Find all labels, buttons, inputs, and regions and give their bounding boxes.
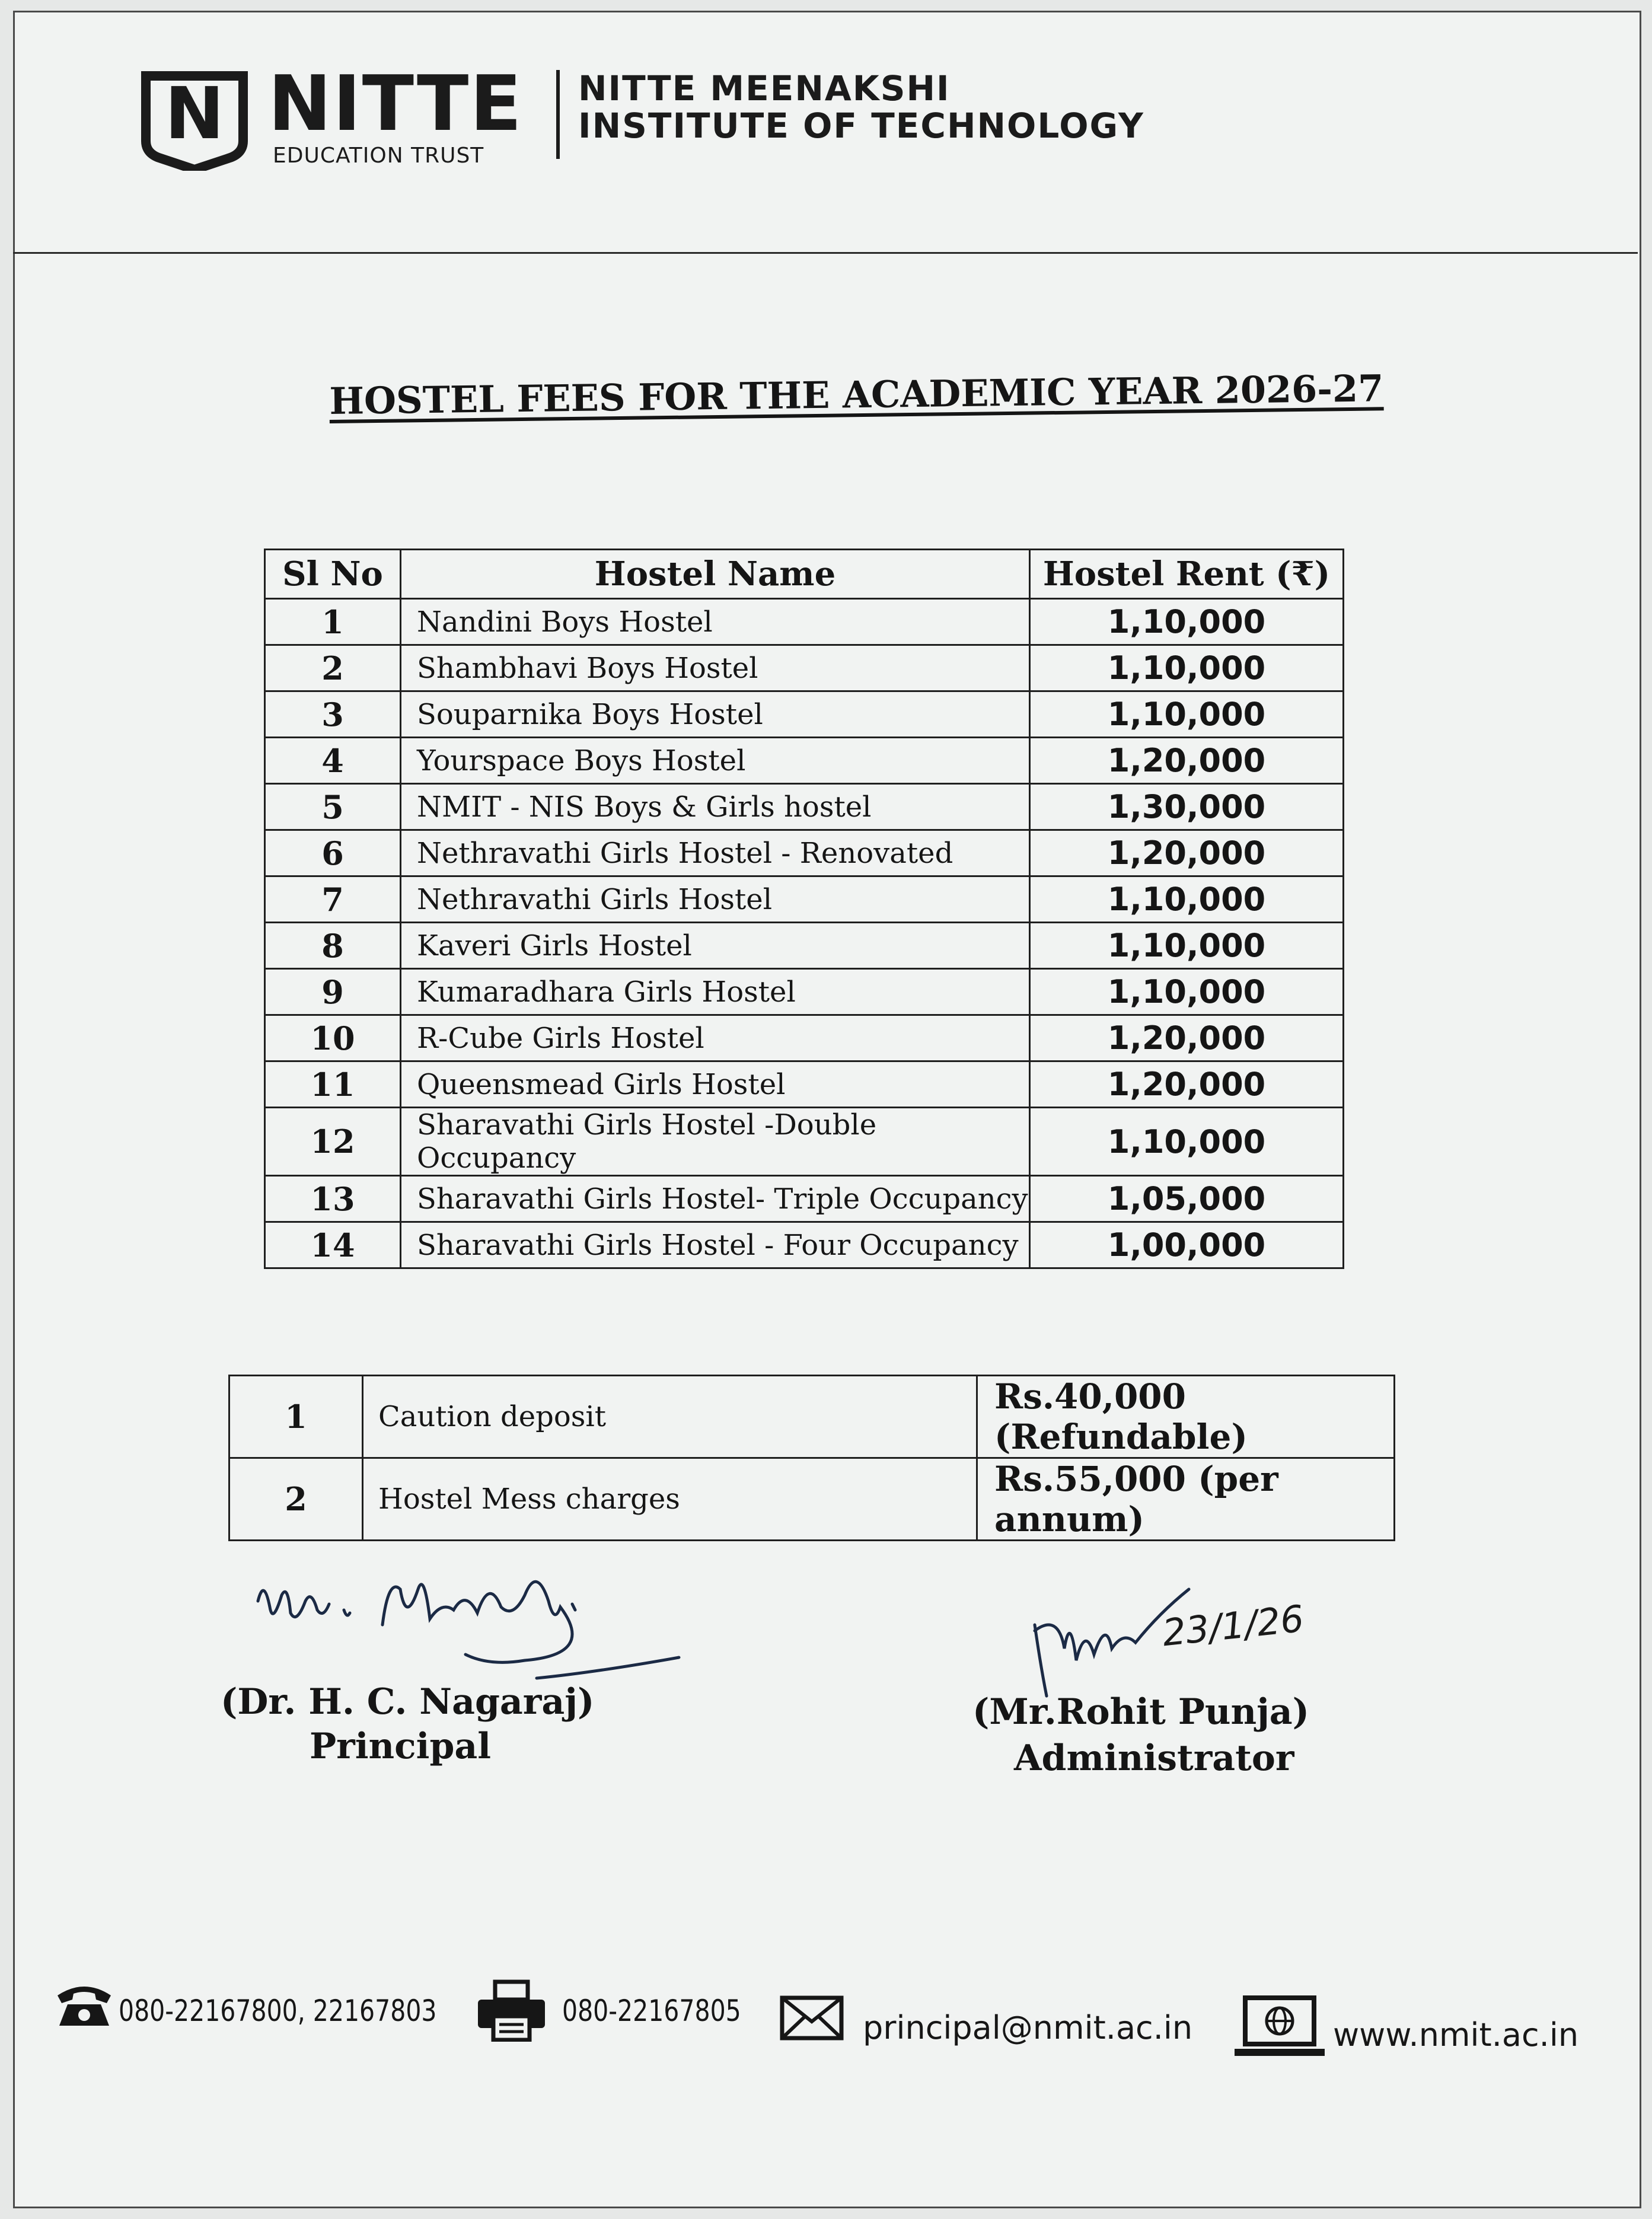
table-row [265,1061,1344,1108]
table-row [265,599,1344,645]
table-row [265,923,1344,969]
hostel-name-cell: Kumaradhara Girls Hostel [401,969,1030,1015]
table-row [265,738,1344,784]
sl-no-cell: 8 [265,923,401,969]
document-title: HOSTEL FEES FOR THE ACADEMIC YEAR 2026-27 [329,366,1384,423]
table-row [265,1222,1344,1268]
sl-no-cell: 2 [265,645,401,691]
hostel-name-cell: Sharavathi Girls Hostel - Four Occupancy [401,1222,1030,1268]
administrator-title: Administrator [1014,1737,1294,1779]
table-row [265,969,1344,1015]
phone-icon [55,1981,114,2028]
principal-title: Principal [310,1726,492,1767]
hostel-rent-cell: 1,05,000 [1030,1176,1344,1222]
hostel-name-cell: NMIT - NIS Boys & Girls hostel [401,784,1030,830]
hostel-rent-cell: 1,10,000 [1030,599,1344,645]
signature-date: 23/1/26 [1160,1596,1306,1655]
charge-name-cell: Caution deposit [363,1376,977,1458]
sl-no-cell: 10 [265,1015,401,1061]
hostel-rent-cell: 1,20,000 [1030,1061,1344,1108]
hostel-rent-cell: 1,00,000 [1030,1222,1344,1268]
hostel-name-cell: Shambhavi Boys Hostel [401,645,1030,691]
sl-no-cell: 14 [265,1222,401,1268]
logo-letter: N [164,73,225,155]
table-row [265,830,1344,876]
table-row [265,876,1344,923]
table-row [229,1458,1395,1541]
administrator-name: (Mr.Rohit Punja) [972,1691,1310,1733]
table-row [265,691,1344,738]
sl-no-cell: 1 [229,1376,363,1458]
hostel-rent-cell: 1,20,000 [1030,738,1344,784]
col-header-hostel-name: Hostel Name [401,550,1030,599]
table-row [265,784,1344,830]
hostel-rent-cell: 1,10,000 [1030,876,1344,923]
footer-fax: 080-22167805 [562,1994,741,2028]
sl-no-cell: 2 [229,1458,363,1541]
sl-no-cell: 13 [265,1176,401,1222]
hostel-rent-cell: 1,10,000 [1030,691,1344,738]
sl-no-cell: 3 [265,691,401,738]
institute-name-line2: INSTITUTE OF TECHNOLOGY [578,106,1144,146]
hostel-rent-cell: 1,20,000 [1030,830,1344,876]
hostel-name-cell: Souparnika Boys Hostel [401,691,1030,738]
hostel-rent-cell: 1,10,000 [1030,1108,1344,1176]
sl-no-cell: 12 [265,1108,401,1176]
web-icon [1232,1995,1327,2061]
footer-website-link[interactable]: www.nmit.ac.in [1333,2016,1579,2054]
header-divider [556,70,560,159]
table-row [265,1176,1344,1222]
table-row [265,1108,1344,1176]
col-header-sl-no: Sl No [265,550,401,599]
institute-name-line1: NITTE MEENAKSHI [578,68,951,109]
footer-email-link[interactable]: principal@nmit.ac.in [863,2009,1193,2046]
mail-icon [780,1995,844,2041]
hostel-name-cell: Nandini Boys Hostel [401,599,1030,645]
sl-no-cell: 9 [265,969,401,1015]
sl-no-cell: 5 [265,784,401,830]
hostel-name-cell: Kaveri Girls Hostel [401,923,1030,969]
fax-icon [474,1979,548,2042]
hostel-name-cell: Nethravathi Girls Hostel - Renovated [401,830,1030,876]
hostel-name-cell: Nethravathi Girls Hostel [401,876,1030,923]
sl-no-cell: 4 [265,738,401,784]
nitte-logo [135,52,254,171]
header-rule [13,252,1638,254]
sl-no-cell: 1 [265,599,401,645]
charge-name-cell: Hostel Mess charges [363,1458,977,1541]
table-row [265,1015,1344,1061]
sl-no-cell: 6 [265,830,401,876]
hostel-rent-cell: 1,10,000 [1030,923,1344,969]
principal-name: (Dr. H. C. Nagaraj) [221,1681,595,1723]
hostel-rent-cell: 1,10,000 [1030,645,1344,691]
table-row [229,1376,1395,1458]
brand-subtitle: EDUCATION TRUST [273,144,484,168]
table-header-row [265,550,1344,599]
hostel-name-cell: Queensmead Girls Hostel [401,1061,1030,1108]
hostel-name-cell: Sharavathi Girls Hostel -Double Occupancy [401,1108,1030,1176]
hostel-rent-cell: 1,10,000 [1030,969,1344,1015]
hostel-rent-cell: 1,30,000 [1030,784,1344,830]
brand-name: NITTE [268,60,523,148]
hostel-name-cell: Yourspace Boys Hostel [401,738,1030,784]
col-header-hostel-rent: Hostel Rent (₹) [1030,550,1344,599]
hostel-name-cell: Sharavathi Girls Hostel- Triple Occupancy [401,1176,1030,1222]
footer-phone: 080-22167800, 22167803 [119,1994,437,2028]
sl-no-cell: 11 [265,1061,401,1108]
table-row [265,645,1344,691]
hostel-fees-table [264,549,1344,1269]
charge-amount-cell: Rs.55,000 (per annum) [977,1458,1395,1541]
charge-amount-cell: Rs.40,000 (Refundable) [977,1376,1395,1458]
sl-no-cell: 7 [265,876,401,923]
hostel-rent-cell: 1,20,000 [1030,1015,1344,1061]
hostel-name-cell: R-Cube Girls Hostel [401,1015,1030,1061]
additional-charges-table [228,1375,1395,1541]
